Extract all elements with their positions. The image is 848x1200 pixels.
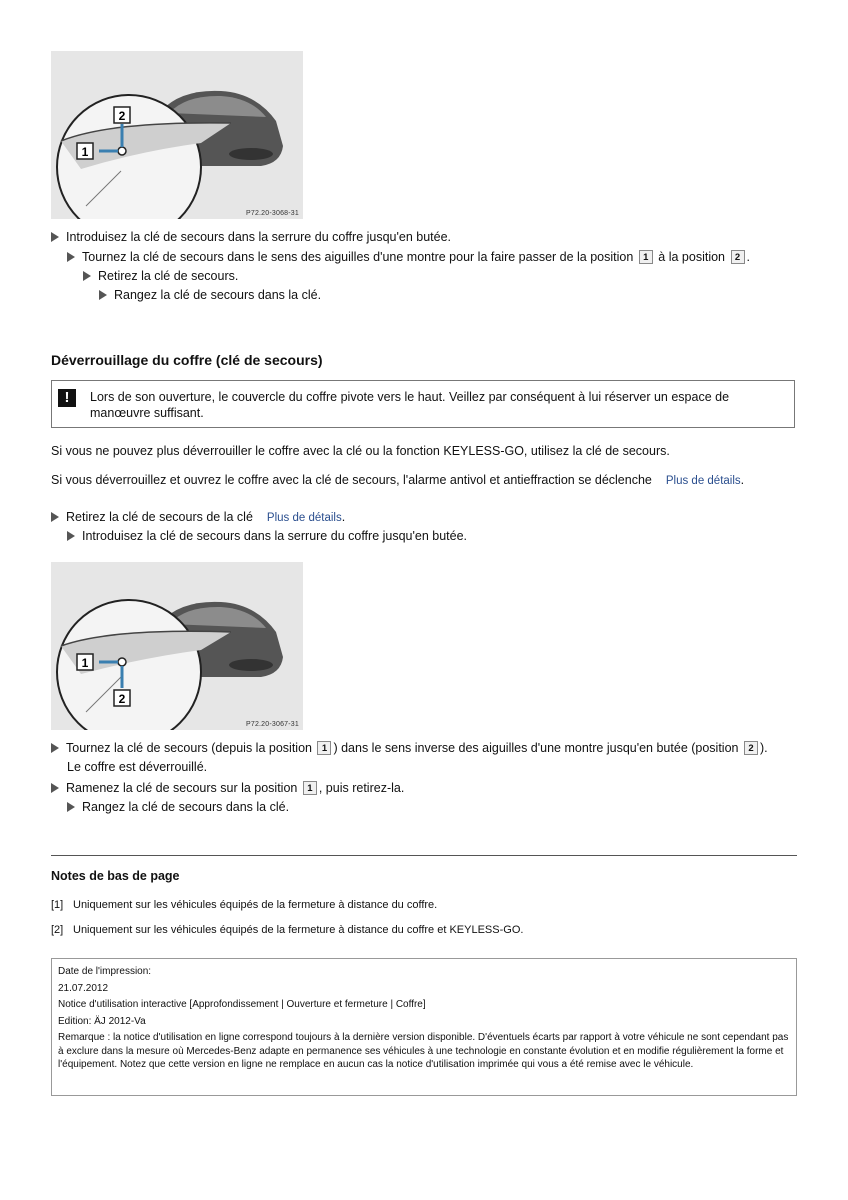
arrow-marker-icon [67, 252, 75, 262]
step-insert-key: Introduisez la clé de secours dans la serrure du coffre jusqu'en butée. [67, 528, 467, 544]
remark-text: Remarque : la notice d'utilisation en ligne correspond toujours à la dernière version disponible. D'éventuels écarts par rapport à votre véhicule ne sont cependant pas à exclure dans la mesure où Mercedes-Benz adapte en permanence ses véhicules à une technologie en constante évolution et en modifie régulièrement la forme et l'équipement. Notez que cette version en ligne ne remplace en aucun cas la notice d'utilisation imprimée qui vous a été remise avec le véhicule. [58, 1032, 789, 1070]
details-link[interactable]: Plus de détails [266, 512, 342, 524]
figure1-label-2: 2 [118, 109, 126, 123]
warning-box [51, 380, 795, 428]
arrow-marker-icon [99, 290, 107, 300]
print-date: 21.07.2012 [58, 982, 109, 994]
paragraph-alarm: Si vous déverrouillez et ouvrez le coffre avec la clé de secours, l'alarme antivol et antieffraction se déclenche Plus de détails. [51, 473, 745, 487]
divider [51, 855, 797, 856]
edition: Edition: ÄJ 2012-Va [58, 1015, 146, 1027]
footnotes-title: Notes de bas de page [51, 869, 180, 883]
manual-path: Notice d'utilisation interactive [Approfondissement | Ouverture et fermeture | Coffre] [58, 999, 426, 1010]
step-insert-key: Introduisez la clé de secours dans la serrure du coffre jusqu'en butée. [51, 229, 451, 245]
step-turn-key-back: Tournez la clé de secours (depuis la position 1 ) dans le sens inverse des aiguilles d'une montre jusqu'en butée (position 2 ). [51, 740, 768, 756]
arrow-marker-icon [67, 531, 75, 541]
warning-text: Lors de son ouverture, le couvercle du coffre pivote vers le haut. Veillez par conséquent à lui réserver un espace de manœuvre suffisant. [90, 390, 730, 420]
figure2-label-1: 1 [81, 656, 89, 670]
print-date-label: Date de l'impression: [58, 966, 152, 977]
step-turn-key: Tournez la clé de secours dans le sens des aiguilles d'une montre pour la faire passer de la position 1 à la position 2 . [67, 249, 750, 265]
footnote-item: [2] Uniquement sur les véhicules équipés de la fermeture à distance du coffre et KEYLESS-GO. [51, 924, 524, 936]
section-title: Déverrouillage du coffre (clé de secours) [51, 352, 323, 368]
position-badge: 1 [317, 741, 331, 755]
footnote-item: [1] Uniquement sur les véhicules équipés de la fermeture à distance du coffre. [51, 899, 438, 911]
figure-caption: P72.20-3067-31 [245, 721, 299, 728]
warning-icon: ! [58, 389, 76, 407]
step-remove-emergency-key: Retirez la clé de secours de la clé Plus de détails. [51, 509, 345, 526]
position-badge: 2 [744, 741, 758, 755]
arrow-marker-icon [51, 783, 59, 793]
position-badge: 1 [303, 781, 317, 795]
position-badge: 2 [731, 250, 745, 264]
car-rear-illustration [51, 51, 303, 219]
arrow-marker-icon [51, 232, 59, 242]
step-store-key: Rangez la clé de secours dans la clé. [67, 799, 289, 815]
arrow-marker-icon [51, 743, 59, 753]
details-link[interactable]: Plus de détails [665, 475, 741, 487]
step-remove-key: Retirez la clé de secours. [83, 268, 238, 284]
figure-trunk-lock-2 [51, 562, 303, 730]
step-result-unlocked: Le coffre est déverrouillé. [67, 760, 208, 774]
figure-caption: P72.20-3068-31 [245, 210, 299, 217]
print-info-box [51, 958, 797, 1096]
step-return-key: Ramenez la clé de secours sur la position 1 , puis retirez-la. [51, 780, 404, 796]
step-store-key: Rangez la clé de secours dans la clé. [99, 287, 321, 303]
arrow-marker-icon [67, 802, 75, 812]
paragraph-keyless: Si vous ne pouvez plus déverrouiller le coffre avec la clé ou la fonction KEYLESS-GO, utilisez la clé de secours. [51, 444, 670, 458]
arrow-marker-icon [51, 512, 59, 522]
arrow-marker-icon [83, 271, 91, 281]
car-rear-illustration [51, 562, 303, 730]
figure2-label-2: 2 [118, 692, 126, 706]
figure1-label-1: 1 [81, 145, 89, 159]
figure-trunk-lock-1 [51, 51, 303, 219]
position-badge: 1 [639, 250, 653, 264]
